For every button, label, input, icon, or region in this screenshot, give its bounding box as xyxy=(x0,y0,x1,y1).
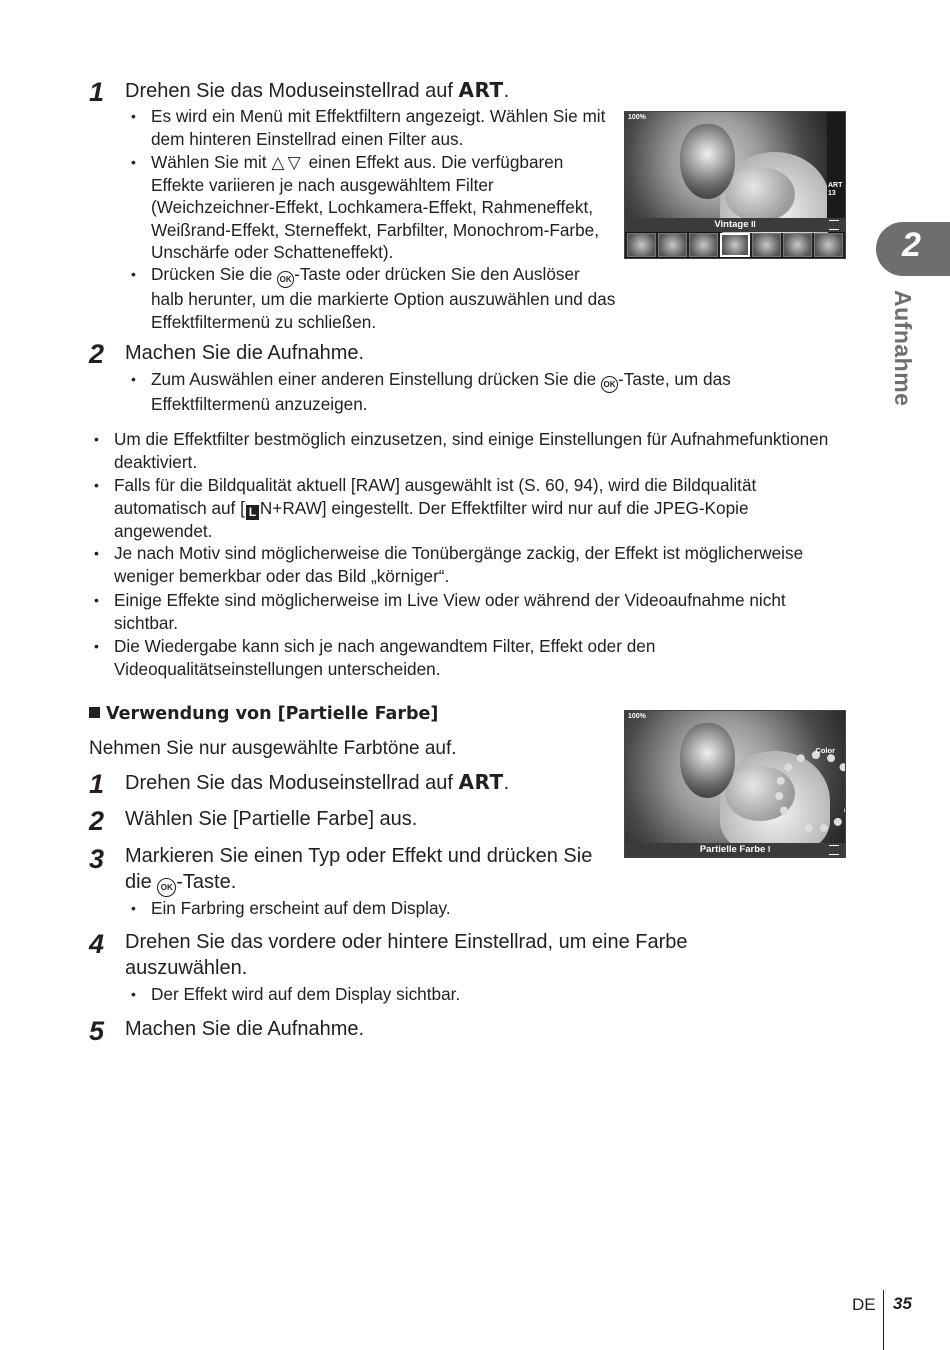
step-number: 2 xyxy=(89,339,105,369)
chapter-tab xyxy=(876,222,950,276)
step-text xyxy=(125,843,595,897)
step-text-tail: . xyxy=(503,80,510,102)
note: • Einige Effekte sind möglicherweise im Live View oder während der Videoaufnahme nicht sichtbar. xyxy=(114,589,839,634)
bullet-text: Drücken Sie die xyxy=(151,264,278,284)
bullet xyxy=(151,151,616,264)
step-text: Wählen Sie [Partielle Farbe] aus. xyxy=(125,808,418,830)
page-number: 35 xyxy=(893,1294,912,1313)
filter-thumbnail xyxy=(658,233,687,257)
filter-thumbnail-strip xyxy=(625,233,845,257)
filter-name: Vintage xyxy=(714,219,749,230)
color-label: Color xyxy=(815,746,835,755)
note xyxy=(114,474,834,542)
bullet-text: -Taste, um das Effektfiltermenü anzuzeigen. xyxy=(151,369,731,414)
step-text: Machen Sie die Aufnahme. xyxy=(125,1018,365,1040)
note: • Die Wiedergabe kann sich je nach angewandtem Filter, Effekt oder den Videoqualitätseinstellungen unterscheiden. xyxy=(114,635,834,680)
note-text: N+RAW] eingestellt. Der Effektfilter wird nur auf die JPEG-Kopie angewendet. xyxy=(114,497,749,541)
filter-thumbnail-selected xyxy=(720,233,751,257)
step-text-main: Drehen Sie das Moduseinstellrad auf xyxy=(125,772,459,794)
step-text: Drehen Sie das vordere oder hintere Einstellrad, um eine Farbe auszuwählen. xyxy=(125,931,688,979)
step-number: 1 xyxy=(89,769,105,799)
step-number: 5 xyxy=(89,1016,105,1046)
filter-variant: II xyxy=(751,220,756,229)
step-number: 3 xyxy=(89,844,105,874)
step-text xyxy=(125,769,509,796)
step-text: Machen Sie die Aufnahme. xyxy=(125,342,365,364)
step-number: 1 xyxy=(89,77,105,107)
chapter-side-label xyxy=(888,290,918,410)
mode-name: ART xyxy=(458,770,504,794)
step-number: 4 xyxy=(89,929,105,959)
filter-thumbnail xyxy=(689,233,718,257)
battery-indicator: 100% xyxy=(628,713,646,720)
filter-name-bar xyxy=(625,843,845,857)
section-heading xyxy=(89,704,438,724)
step-text-main: Drehen Sie das Moduseinstellrad auf xyxy=(125,80,459,102)
footer-language: DE xyxy=(852,1295,876,1314)
filter-name: Partielle Farbe xyxy=(699,844,766,855)
step-text-tail: . xyxy=(503,772,510,794)
image-size-icon: L xyxy=(246,505,259,520)
section-intro: Nehmen Sie nur ausgewählte Farbtöne auf. xyxy=(89,738,457,759)
step-text-tail: -Taste. xyxy=(176,871,237,893)
camera-screen-partial-color xyxy=(624,710,846,858)
bullet-text: Wählen Sie mit xyxy=(151,152,272,172)
bullet: • Der Effekt wird auf dem Display sichtbar. xyxy=(151,983,611,1006)
ok-button-icon: OK xyxy=(601,376,618,393)
ok-button-icon: OK xyxy=(157,878,176,897)
arrow-up-down-icon: △▽ xyxy=(271,152,304,172)
chapter-number: 2 xyxy=(902,226,921,264)
camera-screen-art-filter xyxy=(624,111,846,259)
chapter-title: Aufnahme xyxy=(890,290,916,407)
filter-thumbnail xyxy=(814,233,843,257)
mode-strip xyxy=(827,112,845,218)
filter-thumbnail xyxy=(752,233,781,257)
step-text-main: Markieren Sie einen Typ oder Effekt und drücken Sie die xyxy=(125,845,593,893)
bullet-text: einen Effekt aus. Die verfügbaren Effekte variieren je nach ausgewähltem Filter (Weichzeichner-Effekt, Lochkamera-Effekt, Rahmeneffekt, Weißrand-Effekt, Sterneffekt, Farbfilter, Monochrom-Farbe, Unschärfe oder Schatteneffekt). xyxy=(151,152,600,262)
menu-icon xyxy=(829,220,839,230)
filter-variant: I xyxy=(767,845,771,854)
note: • Um die Effektfilter bestmöglich einzusetzen, sind einige Einstellungen für Aufnahmefunktionen deaktiviert. xyxy=(114,428,834,473)
step-number: 2 xyxy=(89,806,105,836)
battery-indicator: 100% xyxy=(628,114,646,121)
filter-thumbnail xyxy=(783,233,812,257)
bullet xyxy=(151,263,616,333)
bullet-text: Zum Auswählen einer anderen Einstellung drücken Sie die xyxy=(151,369,602,389)
step-text xyxy=(125,77,509,104)
menu-icon xyxy=(829,845,839,855)
note-text: Falls für die Bildqualität aktuell [RAW] ausgewählt ist (S. 60, 94), wird die Bildqualität automatisch auf [ xyxy=(114,475,757,518)
note: • Je nach Motiv sind möglicherweise die Tonübergänge zackig, der Effekt ist möglicherweise weniger bemerkbar oder das Bild „körniger“. xyxy=(114,542,834,587)
ok-button-icon: OK xyxy=(277,271,294,288)
mode-name: ART xyxy=(458,78,504,102)
footer-divider xyxy=(883,1290,884,1350)
section-title: Verwendung von [Partielle Farbe] xyxy=(106,704,439,724)
sample-photo xyxy=(625,112,827,218)
filter-name-bar xyxy=(625,218,845,232)
bullet: • Ein Farbring erscheint auf dem Display. xyxy=(151,897,611,920)
bullet xyxy=(151,368,811,416)
bullet-text: -Taste oder drücken Sie den Auslöser halb herunter, um die markierte Option auszuwählen und das Effektfiltermenü zu schließen. xyxy=(151,264,616,332)
sample-photo xyxy=(625,711,845,843)
filter-thumbnail xyxy=(627,233,656,257)
bullet: • Es wird ein Menü mit Effektfiltern angezeigt. Wählen Sie mit dem hinteren Einstellrad einen Filter aus. xyxy=(151,105,616,150)
mode-badge: ART 13 xyxy=(828,182,843,197)
